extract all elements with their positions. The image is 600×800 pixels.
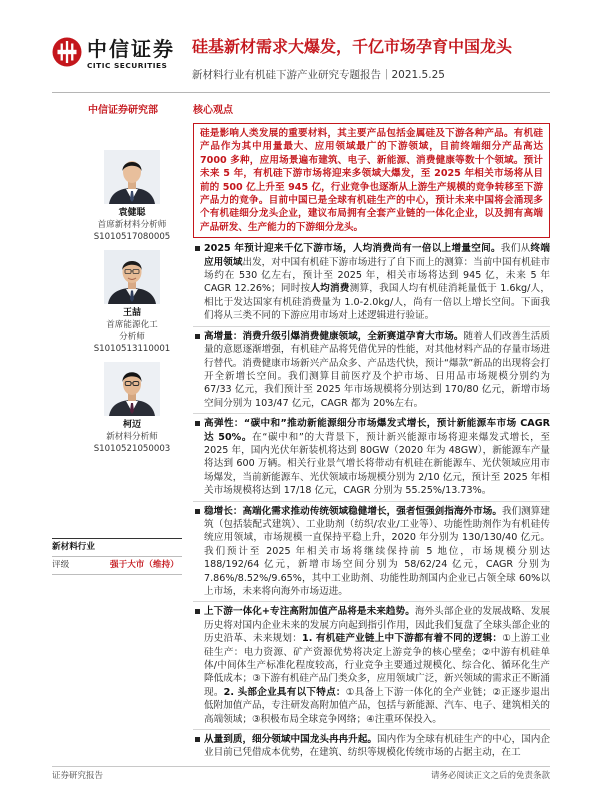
rating-row — [52, 557, 182, 575]
key-point-text — [204, 505, 550, 599]
bullet-square-icon — [195, 737, 200, 742]
report-title: 硅基新材需求大爆发，千亿市场孕育中国龙头 — [192, 37, 513, 56]
section-divider — [193, 326, 550, 327]
logo-name-cn: 中信证券 — [87, 37, 175, 61]
analyst-license: S1010521050003 — [93, 444, 171, 454]
section-divider — [193, 729, 550, 730]
analyst-title: 分析师 — [119, 332, 145, 342]
section-divider — [193, 601, 550, 602]
report-subtitle: 新材料行业有机硅下游产业研究专题报告｜2021.5.25 — [192, 69, 445, 81]
section-divider — [193, 413, 550, 414]
body-text: 在“碳中和”的大背景下，预计新兴能源市场将迎来爆发式增长，至 2025 年，国内光伏年新装机将达到 80GW（2020 年为 48GW），新能源车产量将达到 600 万辆。相关行业景气增长将带动有机硅在新能源车、光伏领域应用市场爆发，当前新能源车、光伏领域市场规模分别为 2/10 亿元，预计至 2025 年相关市场规模将达到 17/18 亿元，CAGR 分别为 55.25%/13.73%。 — [204, 431, 550, 497]
bullet-square-icon — [195, 246, 200, 251]
body-text: 随着人们改善生活质量的意愿逐渐增强，有机硅产品将凭借优异的性能，对其他材料产品的存量市场进行替代。消费健康市场新兴产品众多、产品迭代快，预计“爆款”新品的出现将会打开全新增长空间。我们测算目前医疗及个护市场、日用品市场规模分别约为 67/33 亿元，我们预计至 2025 年市场规模将分别达到 170/80 亿元，新增市场空间分别为 103/47 亿元，CAGR 都为 20%左右。 — [204, 330, 550, 409]
body-text: 出发，对中国有机硅下游市场进行了自下而上的测算：当前中国有机硅市场约在 530 亿左右，预计至 2025 年，相关市场将达到 945 亿，未来 5 年 CAGR 12.26%；同时按 — [204, 256, 550, 295]
key-point — [193, 505, 550, 599]
emphasis-text: 2. 头部企业具有以下特点： — [223, 686, 346, 698]
key-point-text — [204, 330, 550, 410]
analyst-name: 袁健聪 — [118, 208, 146, 218]
analyst-photo — [104, 250, 160, 304]
key-point-lead: 上下游一体化+专注高附加值产品将是未来趋势。 — [204, 606, 415, 618]
logo-name-en: CITIC SECURITIES — [87, 61, 168, 70]
analyst-license: S1010517080005 — [93, 232, 171, 242]
core-views-heading: 核心观点 — [193, 105, 233, 116]
core-views — [193, 104, 550, 762]
analyst-title: 首席能源化工 — [106, 320, 158, 330]
key-point-lead: 高弹性：“碳中和”推动新能源细分市场爆发式增长，预计新能源车市场 CAGR 达 50%。 — [204, 418, 550, 443]
analyst-name: 王喆 — [122, 308, 141, 318]
analyst-photo — [104, 150, 160, 204]
summary-box: 硅是影响人类发展的重要材料，其主要产品包括金属硅及下游各种产品。有机硅产品作为其中用量最大、应用领域最广的下游领域，目前终端细分产品高达 7000 多种，应用场景遍布建筑、电子、新能源、消费健康等数十个领域。预计未来 5 年，有机硅下游市场将迎来多领域大爆发，至 2025 年相关市场将从目前的 500 亿上升至 945 亿，行业竞争也逐渐从上游生产规模的竞争转移至下游产品力的竞争。目前中国已是全球有机硅生产的中心，预计未来中国将会涌现多个有机硅细分龙头企业，建议布局拥有全套产业链的一体化企业，以及拥有高端产品研发、生产能力的下游细分龙头。 — [193, 123, 550, 238]
body-text: ①具备上下游一体化的全产业链；②正逐步退出低附加值产品，专注研发高附加值产品，包括与新能源、汽车、电子、建筑相关的高端领域；③积极布局全球竞争网络；④注重环保投入。 — [204, 686, 550, 725]
rating-value: 强于大市（维持） — [110, 560, 179, 570]
body-text: 测算，我国人均有机硅消耗量低于 1.6kg/人，相比于发达国家有机硅消费量为 1.0-2.0kg/人，尚有一倍以上增长空间。下面我们将从三类不同的下游应用市场对上述逻辑进行验证。 — [204, 283, 550, 322]
bullet-square-icon — [195, 609, 200, 614]
analyst-title: 新材料分析师 — [106, 432, 158, 442]
analyst-card — [82, 150, 182, 243]
key-point-lead: 稳增长：高端化需求推动传统领域稳健增长，强者恒强剑指海外市场。 — [204, 505, 502, 517]
research-dept-heading: 中信证券研究部 — [88, 105, 158, 116]
header-divider — [52, 92, 550, 93]
bullet-square-icon — [195, 421, 200, 426]
body-text: 我们从 — [500, 243, 531, 255]
bullet-square-icon — [195, 509, 200, 514]
key-point-text — [204, 605, 550, 726]
key-point — [193, 330, 550, 410]
body-text: 国内作为全球有机硅生产的中心，国内企业目前已凭借成本优势，在建筑、纺织等规模化传统市场的占据主动，在工 — [204, 734, 550, 759]
body-text: ①上游工业硅生产：电力资源、矿产资源优势将决定上游竞争的核心壁垒；②中游有机硅单体/中间体生产标准化程度较高，行业竞争主要通过规模化、综合化、循环化生产降低成本；③下游有机硅产品门类众多，应用领域广泛，新兴领域的需求正不断涌现。 — [204, 633, 550, 698]
emphasis-text: 人均消费 — [310, 283, 350, 295]
emphasis-text: 1. 有机硅产业链上中下游都有着不同的逻辑： — [302, 633, 503, 645]
key-point-text — [204, 733, 550, 760]
key-point-lead: 2025 年预计迎来千亿下游市场，人均消费尚有一倍以上增量空间。 — [204, 243, 501, 255]
footer-divider — [52, 766, 550, 767]
footer-disclaimer: 请务必阅读正文之后的免责条款 — [430, 771, 550, 781]
body-text: 海外头部企业的发展战略、发展历史将对国内企业未来的发展方向起到指引作用，因此我们复盘了全球头部企业的历史沿革、未来规划： — [204, 606, 550, 645]
key-point — [193, 417, 550, 497]
key-point-lead: 从量到质，细分领域中国龙头冉冉升起。 — [204, 734, 378, 746]
analyst-title: 首席新材料分析师 — [97, 220, 167, 230]
bullet-square-icon — [195, 334, 200, 339]
analyst-card — [82, 362, 182, 455]
industry-name: 新材料行业 — [52, 539, 182, 557]
key-point — [193, 242, 550, 322]
analyst-name: 柯迈 — [122, 420, 141, 430]
rating-label: 评级 — [52, 560, 70, 570]
analyst-card — [82, 250, 182, 355]
industry-rating — [52, 538, 182, 575]
key-point — [193, 605, 550, 726]
key-point-lead: 高增量：消费升级引爆消费健康领域，全新赛道孕育大市场。 — [204, 330, 464, 342]
key-point-text — [204, 242, 550, 322]
body-text: 我们测算建筑（包括装配式建筑）、工业助剂（纺织/农业/工业等）、功能性助剂作为有机硅传统应用领域，市场规模一直保持平稳上升，2020 年分别为 130/130/40 亿元。我们预计至 2025 年相关市场将继续保持前 5 地位，市场规模分别达 188/192/64 亿元，新增市场空间分别为 58/62/24 亿元，CAGR 分别为 7.86%/8.52%/9.65%，其中工业助剂、功能性助剂国内企业已占领全球 60%以上市场，未来将向海外市场迈进。 — [204, 505, 550, 597]
analyst-license: S1010513110001 — [93, 344, 171, 354]
key-point — [193, 733, 550, 760]
citic-logo-icon — [52, 37, 82, 67]
emphasis-text: 终端应用领域 — [204, 243, 550, 268]
section-divider — [193, 501, 550, 502]
analyst-photo — [104, 362, 160, 416]
footer-report-type: 证券研究报告 — [52, 771, 104, 781]
key-point-text — [204, 417, 550, 497]
